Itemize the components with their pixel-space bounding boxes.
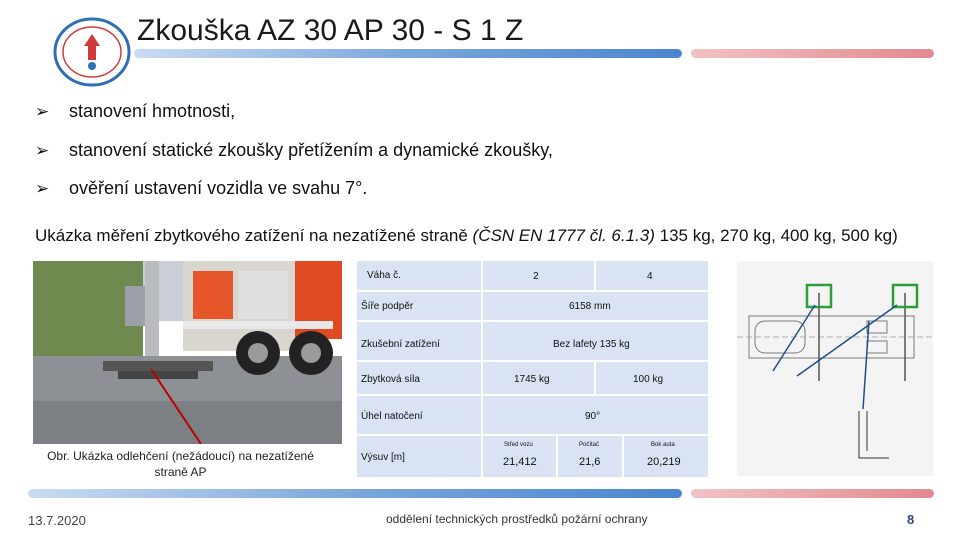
row-label-vaha: Váha č. <box>367 270 401 281</box>
header-divider-red <box>691 49 934 58</box>
page-title: Zkouška AZ 30 AP 30 - S 1 Z <box>137 14 524 47</box>
example-text: Ukázka měření zbytkového zatížení na nezatížené straně (ČSN EN 1777 čl. 6.1.3) 135 kg, 270 kg, 400 kg, 500 kg) <box>35 226 898 245</box>
vysuv-value-pocitac: 21,6 <box>579 456 601 468</box>
norm-reference: (ČSN EN 1777 čl. 6.1.3) <box>472 226 655 245</box>
row-label-zbytkova: Zbytková síla <box>361 374 420 385</box>
vysuv-header-pocitac: Počítač <box>579 442 600 448</box>
bullet-item: ➢ ověření ustavení vozidla ve svahu 7°. <box>35 178 368 198</box>
footer-divider-red <box>691 489 934 498</box>
row-label-uhel: Úhel natočení <box>361 411 423 422</box>
outrigger-drawing <box>737 261 933 476</box>
footer-organization: oddělení technických prostředků požární ochrany <box>386 512 648 526</box>
sire-value: 6158 mm <box>569 301 611 312</box>
bullet-arrow-icon: ➢ <box>35 179 50 198</box>
uhel-value: 90° <box>585 411 601 422</box>
measurement-table <box>357 261 708 477</box>
zbytkova-value-1: 1745 kg <box>514 374 550 385</box>
zkusebni-value: Bez lafety 135 kg <box>553 339 630 350</box>
footer-divider-blue <box>28 489 682 498</box>
photo-caption: Obr. Ukázka odlehčení (nežádoucí) na nezatížené straně AP <box>47 449 314 479</box>
header-divider-blue <box>134 49 682 58</box>
vysuv-header-bok: Bok auta <box>651 442 675 448</box>
footer-date: 13.7.2020 <box>28 513 86 528</box>
organization-logo <box>52 16 132 88</box>
row-label-vysuv: Výsuv [m] <box>361 452 405 463</box>
vaha-value-1: 2 <box>533 271 539 282</box>
row-label-sire: Šíře podpěr <box>361 301 414 312</box>
bullet-arrow-icon: ➢ <box>35 102 50 121</box>
vaha-value-2: 4 <box>647 271 653 282</box>
zbytkova-value-2: 100 kg <box>633 374 664 385</box>
vysuv-header-stred: Střed vozu <box>504 442 533 448</box>
vysuv-value-stred: 21,412 <box>503 456 537 468</box>
bullet-item: ➢ stanovení hmotnosti, <box>35 101 236 121</box>
bullet-arrow-icon: ➢ <box>35 141 50 160</box>
vysuv-value-bok: 20,219 <box>647 456 681 468</box>
page-number: 8 <box>907 512 915 527</box>
bullet-item: ➢ stanovení statické zkoušky přetížením a dynamické zkoušky, <box>35 140 553 160</box>
row-label-zkusebni: Zkušební zatížení <box>361 339 440 350</box>
truck-outrigger-photo <box>33 261 342 444</box>
